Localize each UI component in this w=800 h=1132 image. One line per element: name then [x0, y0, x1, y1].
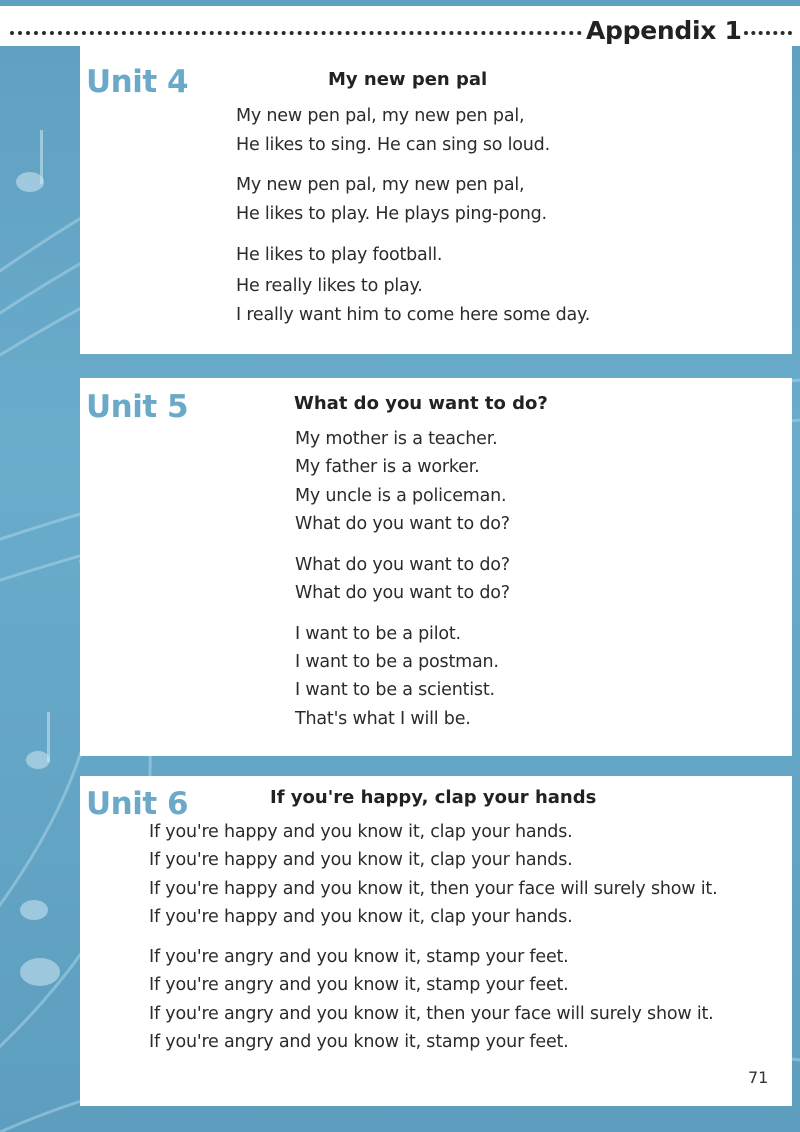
song-title: What do you want to do? [294, 393, 548, 414]
lyric-line: My father is a worker. [295, 457, 480, 477]
lyric-line: My new pen pal, my new pen pal, [236, 106, 525, 126]
lyric-line: I want to be a scientist. [295, 680, 495, 700]
unit-label: Unit 4 [86, 64, 189, 100]
lyric-line: He likes to play football. [236, 245, 443, 265]
lyric-line: He really likes to play. [236, 276, 423, 296]
lyric-line: He likes to sing. He can sing so loud. [236, 135, 550, 155]
lyric-line: He likes to play. He plays ping-pong. [236, 204, 547, 224]
lyric-line: That's what I will be. [295, 709, 471, 729]
unit-6-panel [80, 776, 792, 1106]
header-dotted-rule-right [744, 31, 792, 35]
lyric-line: My mother is a teacher. [295, 429, 498, 449]
header-dotted-rule-left [10, 31, 582, 35]
lyric-line: I want to be a postman. [295, 652, 499, 672]
lyric-line: I really want him to come here some day. [236, 305, 591, 325]
song-title: My new pen pal [328, 69, 488, 90]
lyric-line: If you're angry and you know it, stamp your feet. [149, 1032, 569, 1052]
lyric-line: What do you want to do? [295, 555, 510, 575]
lyric-line: What do you want to do? [295, 583, 510, 603]
lyric-line: If you're happy and you know it, then your face will surely show it. [149, 879, 718, 899]
unit-label: Unit 6 [86, 786, 189, 822]
lyric-line: If you're angry and you know it, then your face will surely show it. [149, 1004, 714, 1024]
appendix-title: Appendix 1 [586, 16, 742, 45]
lyric-line: If you're happy and you know it, clap your hands. [149, 907, 573, 927]
unit-5-panel [80, 378, 792, 756]
lyric-line: My new pen pal, my new pen pal, [236, 175, 525, 195]
lyric-line: I want to be a pilot. [295, 624, 461, 644]
lyric-line: If you're happy and you know it, clap your hands. [149, 822, 573, 842]
music-note-icon [16, 130, 60, 986]
lyric-line: If you're angry and you know it, stamp your feet. [149, 975, 569, 995]
lyric-line: My uncle is a policeman. [295, 486, 507, 506]
lyric-line: If you're happy and you know it, clap your hands. [149, 850, 573, 870]
lyric-line: What do you want to do? [295, 514, 510, 534]
unit-4-panel [80, 46, 792, 354]
song-title: If you're happy, clap your hands [270, 787, 597, 808]
unit-label: Unit 5 [86, 389, 189, 425]
page-number: 71 [748, 1068, 769, 1087]
lyric-line: If you're angry and you know it, stamp your feet. [149, 947, 569, 967]
